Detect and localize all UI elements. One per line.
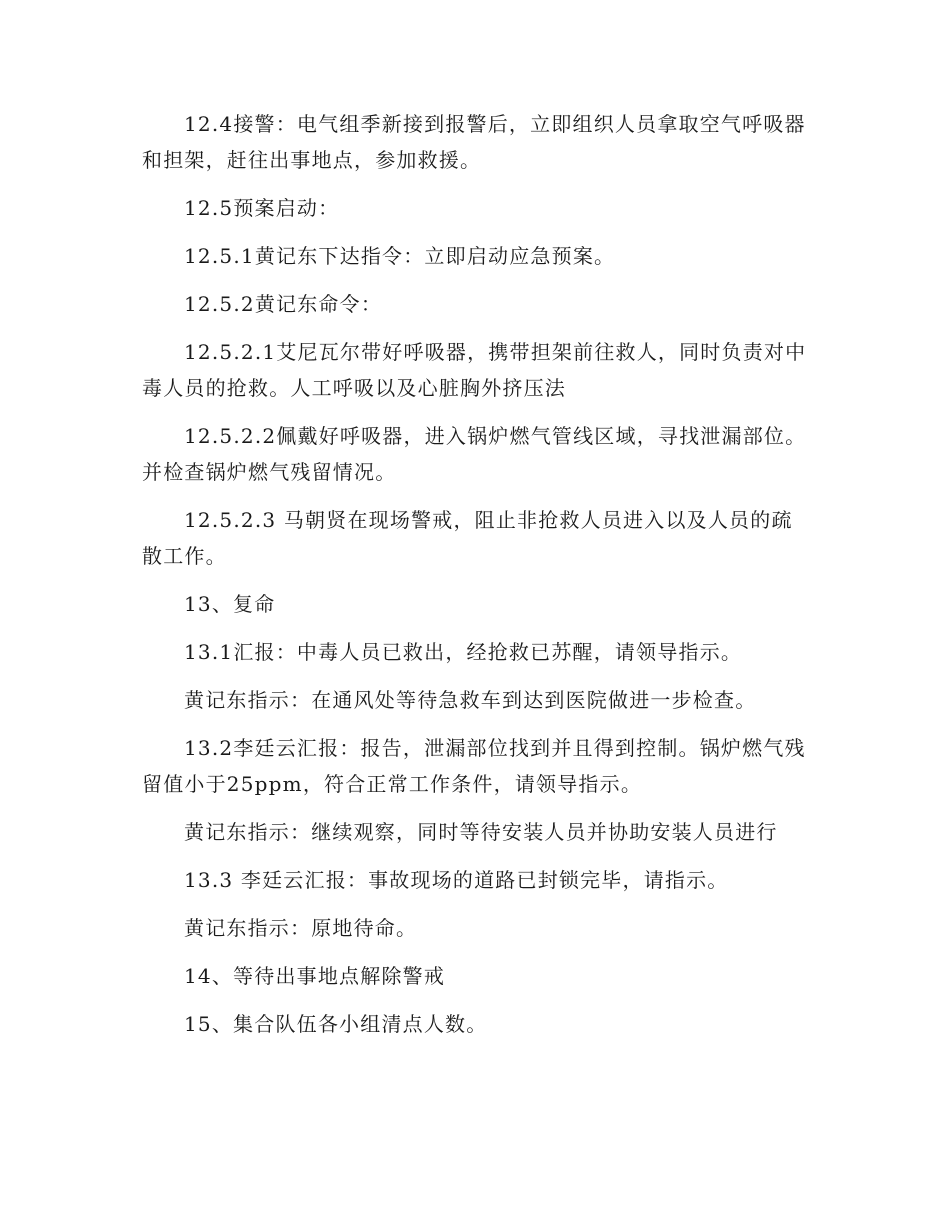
paragraph-alarm-received: 12.4接警：电气组季新接到报警后，立即组织人员拿取空气呼吸器和担架，赶往出事地点，参加救援。 (142, 112, 806, 172)
paragraph-instruction-3: 黄记东指示：原地待命。 (184, 916, 418, 940)
paragraph-report-3: 13.3 李廷云汇报：事故现场的道路已封锁完毕，请指示。 (184, 868, 729, 892)
paragraph-leak-search-task: 12.5.2.2佩戴好呼吸器，进入锅炉燃气管线区域，寻找泄漏部位。并检查锅炉燃气残留情况。 (142, 424, 807, 484)
paragraph-instruction-1: 黄记东指示：在通风处等待急救车到达到医院做进一步检查。 (184, 688, 757, 712)
document-body (142, 106, 812, 1054)
paragraph-command: 12.5.2黄记东命令： (184, 292, 383, 316)
paragraph-lift-alert: 14、等待出事地点解除警戒 (184, 964, 446, 988)
paragraph-instruction-issued: 12.5.1黄记东下达指令：立即启动应急预案。 (184, 244, 616, 268)
paragraph-headcount: 15、集合队伍各小组清点人数。 (184, 1012, 488, 1036)
paragraph-guard-task: 12.5.2.3 马朝贤在现场警戒，阻止非抢救人员进入以及人员的疏散工作。 (142, 508, 793, 568)
paragraph-report-2: 13.2李廷云汇报：报告，泄漏部位找到并且得到控制。锅炉燃气残留值小于25ppm，符合正常工作条件，请领导指示。 (142, 736, 806, 796)
paragraph-rescue-task: 12.5.2.1艾尼瓦尔带好呼吸器，携带担架前往救人，同时负责对中毒人员的抢救。人工呼吸以及心脏胸外挤压法 (142, 340, 807, 400)
paragraph-report-back: 13、复命 (184, 592, 276, 616)
paragraph-report-1: 13.1汇报：中毒人员已救出，经抢救已苏醒，请领导指示。 (184, 640, 743, 664)
paragraph-instruction-2: 黄记东指示：继续观察，同时等待安装人员并协助安装人员进行 (184, 820, 778, 844)
paragraph-plan-activation: 12.5预案启动： (184, 196, 340, 220)
